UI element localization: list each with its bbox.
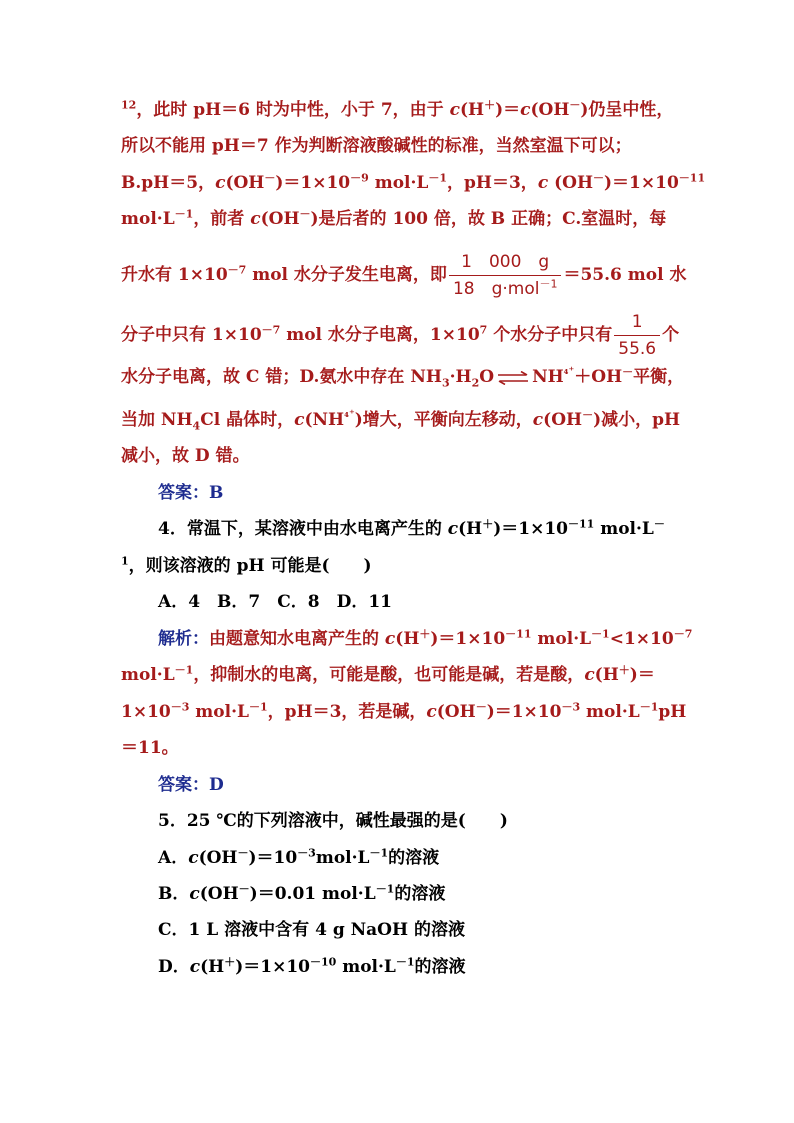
fraction-water-moles: $\frac{1 000 g}{18 g\cdot mol^{-1}}$: [449, 250, 562, 301]
ammonium-charge-icon: ₄⁺: [563, 364, 575, 377]
explanation-line-9: 减小，故 D 错。: [121, 446, 250, 466]
question-5-option-a: A．$c(OH^-)=10^{-3}mol\cdot L^{-1}$的溶液: [158, 846, 440, 868]
explanation-line-5: 升水有 $1\times 10^{-7}$ mol 水分子发生电离，即 $\frac{1 000 g}{18 g\cdot mol^{-1}}$ ＝55.6 mol 水: [121, 252, 687, 299]
explanation-4-line-1: 解析：由题意知水电离产生的 $c(H^+)=1\times 10^{-11}$ $mol\cdot L^{-1}<1\times 10^{-7}$: [158, 627, 693, 649]
reversible-arrow-icon: [496, 371, 530, 385]
explanation-4-line-3: $1\times 10^{-3}$ $mol\cdot L^{-1}$，pH＝3，若是碱，$c(OH^-)=1\times 10^{-3}$ $mol\cdot L^{-1}pH$: [121, 700, 687, 722]
explanation-line-7: 水分子电离，故 C 错；D.氨水中存在 $NH_3\cdot H_2O$ $NH^{_4^+}+OH^-$平衡，: [121, 364, 685, 390]
question-5-option-b: B．c(OH－)＝0.01 $mol\cdot L^{-1}$的溶液: [158, 882, 446, 904]
question-5-option-d: D．$c(H^+)=1\times 10^{-10}$ $mol\cdot L^{-1}$的溶液: [158, 955, 466, 977]
question-4-line-2: $^1$，则该溶液的 pH 可能是( ): [121, 554, 372, 576]
explanation-line-4: $mol\cdot L^{-1}$，前者 c(OH－)是后者的 100 倍，故 B 正确；C.室温时，每: [121, 207, 667, 229]
explanation-line-3: B.pH＝5，$c(OH^-)=1\times 10^{-9}$ $mol\cdot L^{-1}$，pH＝3，c $(OH^-)=1\times 10^{-11}$: [121, 171, 706, 193]
explanation-4-line-4: ＝11。: [121, 738, 179, 758]
question-4-line-1: 4．常温下，某溶液中由水电离产生的 $c(H^+)=1\times 10^{-11}$ mol·L－: [158, 517, 665, 539]
answer-label-1: 答案：B: [158, 483, 224, 503]
explanation-line-1: $^{12}$，此时 pH＝6 时为中性，小于 7，由于 c(H＋)＝c(OH－)仍呈中性，: [121, 98, 674, 120]
ammonium-charge-icon: ₄⁺: [344, 407, 355, 420]
explanation-line-8: 当加 $NH_4Cl$ 晶体时，$c(NH^{_4^+})$增大，平衡向左移动，c(OH－)减小，pH: [121, 407, 681, 433]
answer-label-2: 答案：D: [158, 775, 224, 795]
question-4-options: A．4 B．7 C．8 D．11: [158, 592, 392, 612]
explanation-line-2: 所以不能用 pH＝7 作为判断溶液酸碱性的标准，当然室温下可以；: [121, 136, 632, 156]
question-5-option-c: C．1 L 溶液中含有 4 g NaOH 的溶液: [158, 920, 465, 940]
explanation-line-6: 分子中只有 $1\times 10^{-7}$ mol 水分子电离，$1\times 10^7$ 个水分子中只有 $\frac{1}{55.6}$ 个: [121, 312, 680, 359]
question-5-stem: 5．25 ℃的下列溶液中，碱性最强的是( ): [158, 811, 508, 831]
explanation-4-line-2: $mol\cdot L^{-1}$，抑制水的电离，可能是酸，也可能是碱，若是酸，c(H＋)＝: [121, 663, 655, 685]
fraction-one-over: $\frac{1}{55.6}$: [614, 310, 660, 361]
